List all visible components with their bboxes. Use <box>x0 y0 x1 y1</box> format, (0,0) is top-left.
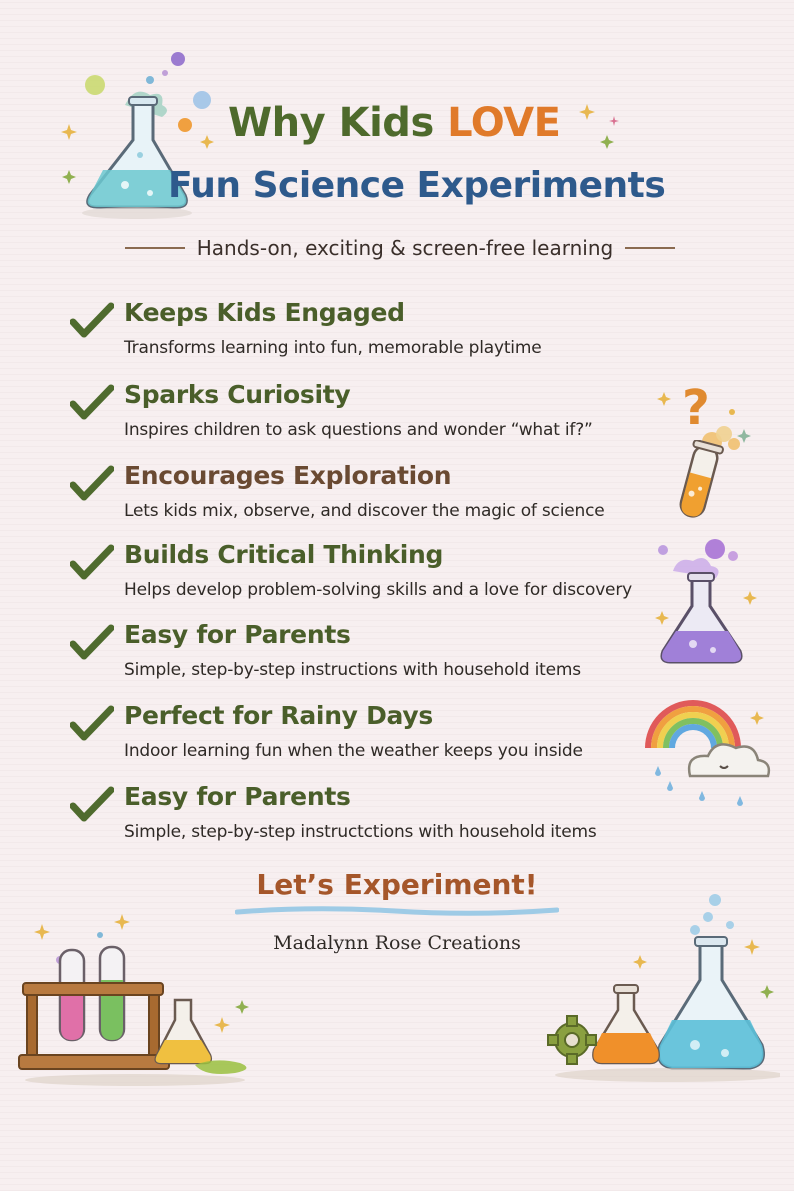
item-title: Encourages Exploration <box>124 461 452 490</box>
creator-name: Madalynn Rose Creations <box>273 932 521 954</box>
rainbow-cloud-icon <box>640 696 775 811</box>
sparkle-icon <box>575 100 625 160</box>
list-item <box>70 461 690 537</box>
title-love-word: LOVE <box>447 100 561 146</box>
list-item <box>70 380 690 456</box>
list-item <box>70 298 690 374</box>
item-description: Simple, step-by-step instructctions with household items <box>124 822 597 842</box>
svg-text:?: ? <box>682 380 710 436</box>
test-tube-icon <box>668 440 728 530</box>
purple-flask-icon <box>648 536 763 671</box>
check-icon <box>70 705 114 743</box>
item-description: Transforms learning into fun, memorable playtime <box>124 338 542 358</box>
list-item <box>70 620 690 696</box>
item-description: Lets kids mix, observe, and discover the magic of science <box>124 501 605 521</box>
list-item <box>70 701 690 777</box>
check-icon <box>70 384 114 422</box>
item-title: Easy for Parents <box>124 782 351 811</box>
list-item <box>70 782 690 858</box>
check-icon <box>70 302 114 340</box>
item-title: Builds Critical Thinking <box>124 540 444 569</box>
item-description: Inspires children to ask questions and wonder “what if?” <box>124 420 593 440</box>
check-icon <box>70 544 114 582</box>
blue-flask-icon <box>540 885 780 1090</box>
call-to-action: Let’s Experiment! <box>256 868 538 901</box>
item-title: Keeps Kids Engaged <box>124 298 405 327</box>
item-description: Simple, step-by-step instructions with household items <box>124 660 581 680</box>
check-icon <box>70 624 114 662</box>
gear-icon <box>548 1016 596 1064</box>
item-title: Sparks Curiosity <box>124 380 351 409</box>
check-icon <box>70 786 114 824</box>
title-line-1: Why Kids LOVE <box>228 100 561 146</box>
divider-left <box>125 247 185 249</box>
item-description: Indoor learning fun when the weather keeps you inside <box>124 741 583 761</box>
item-title: Perfect for Rainy Days <box>124 701 433 730</box>
subtitle: Hands-on, exciting & screen-free learning <box>196 236 614 260</box>
item-description: Helps develop problem-solving skills and a love for discovery <box>124 580 632 600</box>
divider-right <box>625 247 675 249</box>
check-icon <box>70 465 114 503</box>
title-line-2: Fun Science Experiments <box>168 165 666 206</box>
list-item <box>70 540 690 616</box>
item-title: Easy for Parents <box>124 620 351 649</box>
test-tube-rack-icon <box>15 905 295 1095</box>
subtitle-row <box>60 230 740 266</box>
